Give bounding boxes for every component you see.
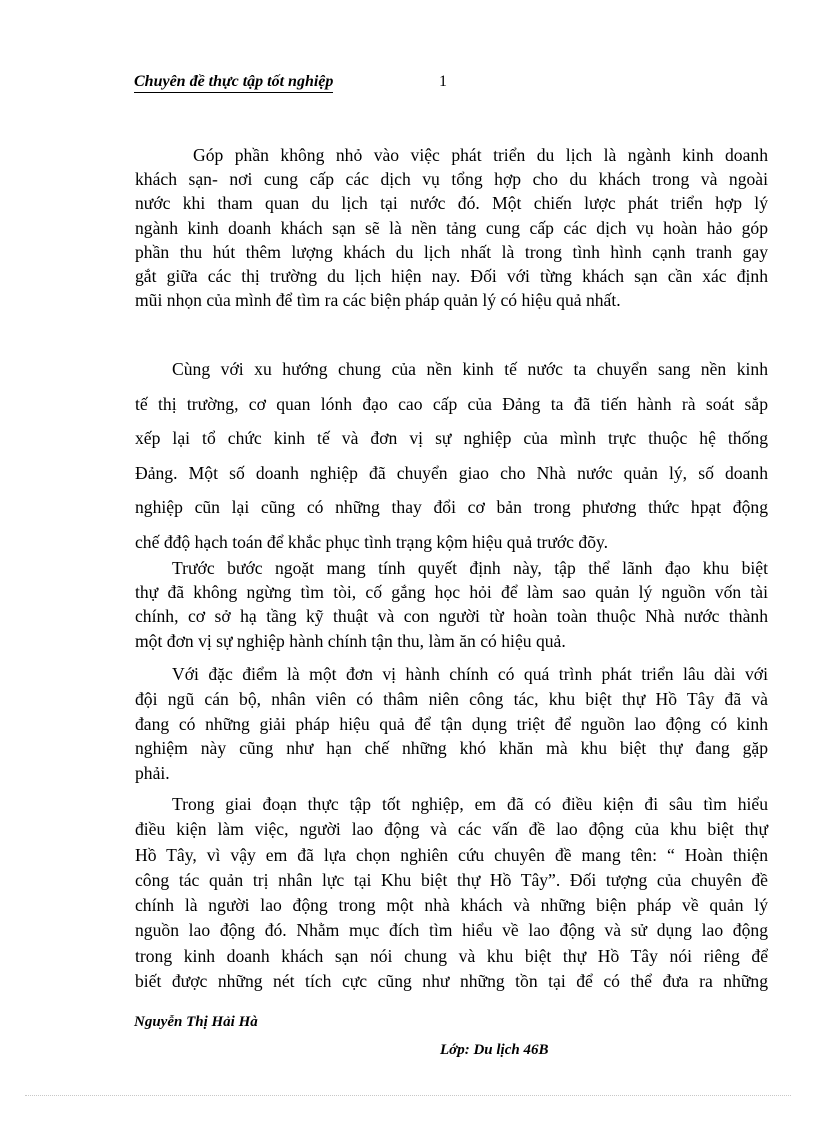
document-title: Chuyên đề thực tập tốt nghiệp xyxy=(134,72,333,93)
paragraph-line: phải. xyxy=(135,763,170,784)
page-number: 1 xyxy=(439,73,447,90)
paragraph-3 xyxy=(135,556,768,653)
paragraph-line: đội ngũ cán bộ, nhân viên có thâm niên công tác, khu biệt thự Hồ Tây đã và xyxy=(135,688,768,709)
paragraph-line: khách sạn- nơi cung cấp các dịch vụ tổng hợp cho du khách trong và ngoài xyxy=(135,169,768,190)
paragraph-line: chế đđộ hạch toán để khắc phục tình trạng kộm hiệu quả trước đõy. xyxy=(135,531,609,552)
paragraph-line: điều kiện làm việc, người lao động và các vấn đề lao động của khu biệt thự xyxy=(135,819,768,840)
author-name: Nguyễn Thị Hải Hà xyxy=(134,1014,258,1030)
paragraph-line: Với đặc điểm là một đơn vị hành chính có quá trình phát triển lâu dài với xyxy=(172,664,768,684)
paragraph-line: nước khi tham quan du lịch tại nước đó. Một chiến lược phát triển hợp lý xyxy=(135,193,768,214)
paragraph-2 xyxy=(135,352,768,559)
paragraph-line: xếp lại tổ chức kinh tế và đơn vị sự nghiệp của mình trực thuộc hệ thống xyxy=(135,428,768,448)
paragraph-line: Hồ Tây, vì vậy em đã lựa chọn nghiên cứu chuyên đề mang tên: “ Hoàn thiện xyxy=(135,844,768,865)
paragraph-line: Cùng với xu hướng chung của nền kinh tế nước ta chuyển sang nền kinh xyxy=(172,359,768,379)
paragraph-5 xyxy=(135,792,768,994)
paragraph-line: chính là người lao động trong một nhà khách và những biện pháp về quản lý xyxy=(135,895,768,916)
paragraph-line: một đơn vị sự nghiệp hành chính tận thu, làm ăn có hiệu quả. xyxy=(135,630,566,651)
paragraph-1 xyxy=(135,143,768,312)
paragraph-line: công tác quản trị nhân lực tại Khu biệt thự Hồ Tây”. Đối tượng của chuyên đề xyxy=(135,869,768,890)
paragraph-line: biết được những nét tích cực cũng như những tồn tại để có thể đưa ra những xyxy=(135,971,768,992)
paragraph-line: đang có những giải pháp hiệu quả để tận dụng triệt để nguồn lao động có kinh xyxy=(135,713,768,734)
paragraph-line: nghiệp cũn lại cũng có những thay đổi cơ bản trong phương thức hpạt động xyxy=(135,497,768,517)
paragraph-line: gắt giữa các thị trường du lịch hiện nay. Đối với từng khách sạn cần xác định xyxy=(135,266,768,287)
paragraph-line: Đảng. Một số doanh nghiệp đã chuyển giao cho Nhà nước quản lý, số doanh xyxy=(135,462,768,483)
paragraph-line: Trong giai đoạn thực tập tốt nghiệp, em đã có điều kiện đi sâu tìm hiểu xyxy=(172,794,768,814)
paragraph-line: Góp phần không nhỏ vào việc phát triển du lịch là ngành kinh doanh xyxy=(193,145,768,165)
class-label: Lớp: Du lịch 46B xyxy=(440,1042,549,1058)
paragraph-line: chính, cơ sở hạ tầng kỹ thuật và con người từ hoàn toàn thuộc Nhà nước thành xyxy=(135,606,768,627)
paragraph-line: Trước bước ngoặt mang tính quyết định này, tập thể lãnh đạo khu biệt xyxy=(172,558,768,578)
paragraph-line: thự đã không ngừng tìm tòi, cố gắng học hỏi để làm sao quản lý nguồn vốn tài xyxy=(135,582,768,603)
paragraph-line: phần thu hút thêm lượng khách du lịch nhất là trong tình hình cạnh tranh gay xyxy=(135,241,768,262)
page-bottom-divider xyxy=(25,1095,791,1096)
paragraph-line: trong kinh doanh khách sạn nói chung và khu biệt thự Hồ Tây nói riêng để xyxy=(135,945,768,966)
paragraph-line: ngành kinh doanh khách sạn sẽ là nền tảng cung cấp các dịch vụ hoàn hảo góp xyxy=(135,217,768,238)
paragraph-line: tế thị trường, cơ quan lónh đạo cao cấp của Đảng ta đã tiến hành rà soát sắp xyxy=(135,393,768,414)
paragraph-4 xyxy=(135,662,768,786)
paragraph-line: mũi nhọn của mình để tìm ra các biện pháp quản lý có hiệu quả nhất. xyxy=(135,290,621,311)
paragraph-line: nghiệm này cũng như hạn chế những khó khăn mà khu biệt thự đang gặp xyxy=(135,738,768,759)
paragraph-line: nguồn lao động đó. Nhằm mục đích tìm hiểu về lao động và sử dụng lao động xyxy=(135,920,768,941)
